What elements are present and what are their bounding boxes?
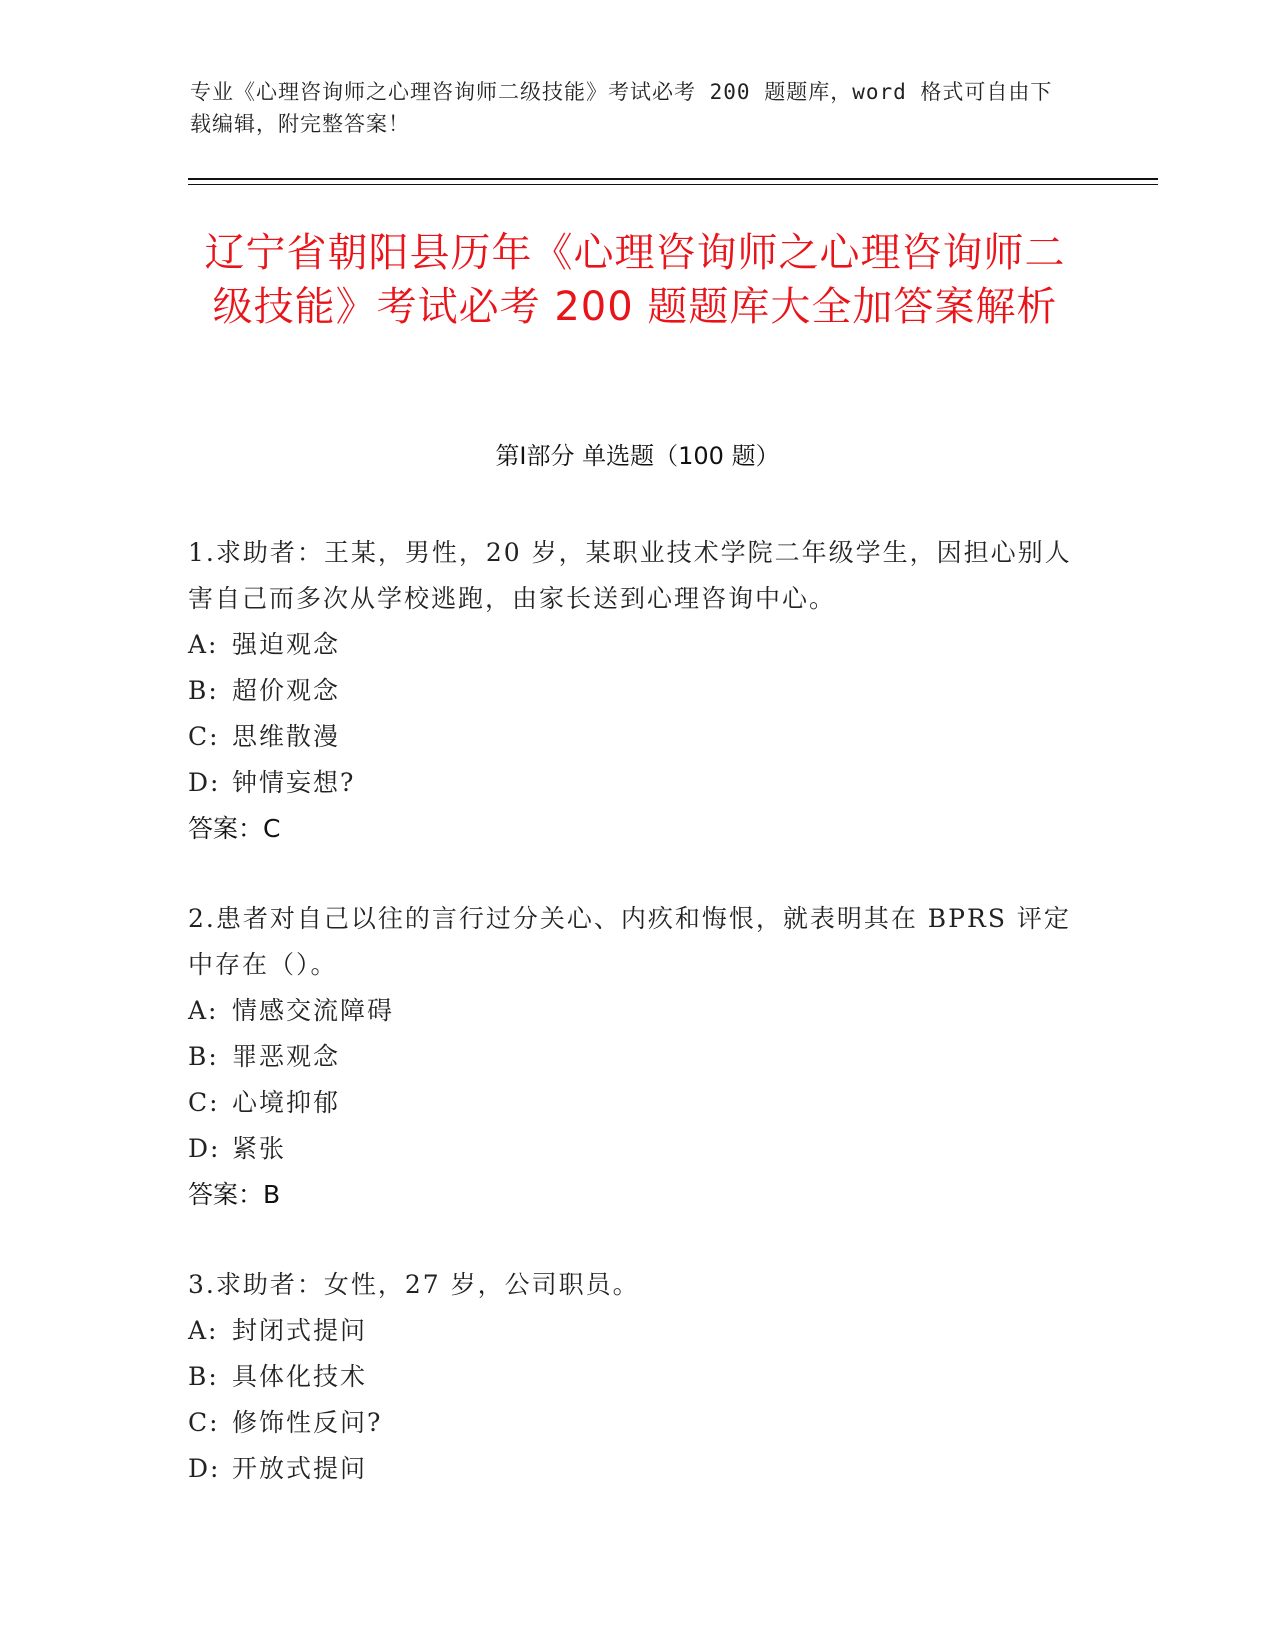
option-a — [188, 1308, 1088, 1354]
option-a — [188, 622, 1088, 668]
option-d — [188, 760, 1088, 806]
header-divider-thick — [188, 178, 1158, 180]
option-key: A: — [188, 996, 219, 1025]
option-text: 修饰性反问? — [232, 1408, 383, 1437]
answer-line: 答案：C — [188, 814, 281, 843]
option-text: 情感交流障碍 — [232, 996, 395, 1025]
option-text: 强迫观念 — [232, 630, 341, 659]
option-d — [188, 1446, 1088, 1492]
option-a — [188, 988, 1088, 1034]
option-key: D: — [188, 1134, 221, 1163]
question-list — [188, 530, 1088, 1536]
option-text: 封闭式提问 — [232, 1316, 368, 1345]
option-key: C: — [188, 1408, 220, 1437]
option-key: D: — [188, 1454, 221, 1483]
option-b — [188, 1354, 1088, 1400]
question-1 — [188, 530, 1088, 852]
header-note: 专业《心理咨询师之心理咨询师二级技能》考试必考 200 题题库，word 格式可自由下载编辑，附完整答案！ — [190, 80, 1053, 136]
option-key: C: — [188, 722, 220, 751]
option-key: C: — [188, 1088, 220, 1117]
option-key: A: — [188, 1316, 219, 1345]
option-text: 紧张 — [232, 1134, 287, 1163]
question-2 — [188, 896, 1088, 1218]
option-key: A: — [188, 630, 219, 659]
option-text: 心境抑郁 — [232, 1088, 341, 1117]
option-text: 超价观念 — [232, 676, 341, 705]
option-d — [188, 1126, 1088, 1172]
document-title: 辽宁省朝阳县历年《心理咨询师之心理咨询师二级技能》考试必考 200 题题库大全加答案解析 — [204, 230, 1066, 330]
option-c — [188, 714, 1088, 760]
option-text: 具体化技术 — [232, 1362, 368, 1391]
option-key: B: — [188, 1042, 219, 1071]
option-key: B: — [188, 676, 219, 705]
option-b — [188, 668, 1088, 714]
header-divider-thin — [188, 184, 1158, 185]
option-c — [188, 1400, 1088, 1446]
option-text: 罪恶观念 — [232, 1042, 341, 1071]
question-3 — [188, 1262, 1088, 1492]
option-c — [188, 1080, 1088, 1126]
option-b — [188, 1034, 1088, 1080]
option-text: 思维散漫 — [232, 722, 341, 751]
question-stem: 3.求助者：女性，27 岁，公司职员。 — [188, 1270, 640, 1299]
section-heading: 第Ⅰ部分 单选题（100 题） — [495, 442, 780, 470]
answer-line: 答案：B — [188, 1180, 281, 1209]
question-stem: 1.求助者：王某，男性，20 岁，某职业技术学院二年级学生，因担心别人害自己而多次从学校逃跑，由家长送到心理咨询中心。 — [188, 538, 1072, 613]
option-text: 开放式提问 — [232, 1454, 368, 1483]
option-text: 钟情妄想? — [232, 768, 356, 797]
option-key: B: — [188, 1362, 219, 1391]
question-stem: 2.患者对自己以往的言行过分关心、内疚和悔恨，就表明其在 BPRS 评定中存在（）。 — [188, 904, 1071, 979]
option-key: D: — [188, 768, 221, 797]
